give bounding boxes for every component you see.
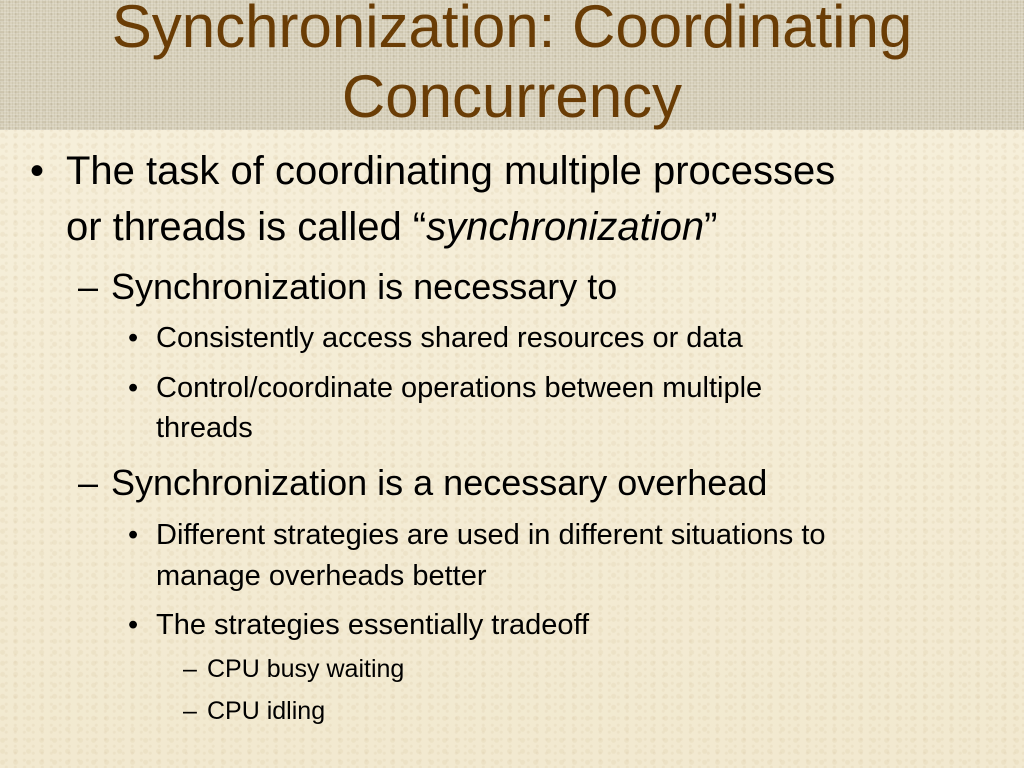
item-marker: • bbox=[128, 609, 139, 641]
subitem-text: CPU idling bbox=[207, 697, 326, 725]
item-text-line-1: Control/coordinate operations between multiple bbox=[156, 372, 763, 404]
bullet-text-emphasis: synchronization bbox=[426, 205, 705, 249]
item-text: Consistently access shared resources or data bbox=[156, 322, 743, 354]
bullet-text-suffix: ” bbox=[704, 205, 718, 249]
subitem-marker: – bbox=[183, 655, 197, 683]
slide-title-line-2: Concurrency bbox=[341, 63, 683, 130]
bullet-text-prefix: or threads is called “ bbox=[66, 205, 427, 249]
subbullet-marker: – bbox=[78, 266, 99, 307]
bullet-text-line-2 bbox=[66, 199, 717, 255]
bullet-marker: • bbox=[30, 149, 45, 193]
subbullet-text: Synchronization is a necessary overhead bbox=[111, 462, 768, 503]
subbullet-marker: – bbox=[78, 462, 99, 503]
item-text-line-2: manage overheads better bbox=[156, 560, 487, 592]
item-text-line-2: threads bbox=[156, 412, 253, 444]
bullet-text-line-1: The task of coordinating multiple processes bbox=[66, 149, 836, 193]
item-text-line-1: Different strategies are used in different situations to bbox=[156, 519, 826, 551]
item-text: The strategies essentially tradeoff bbox=[156, 609, 590, 641]
item-marker: • bbox=[128, 372, 139, 404]
item-marker: • bbox=[128, 519, 139, 551]
slide-title-line-1: Synchronization: Coordinating bbox=[111, 0, 913, 60]
subbullet-text: Synchronization is necessary to bbox=[111, 266, 618, 307]
subitem-text: CPU busy waiting bbox=[207, 655, 405, 683]
item-marker: • bbox=[128, 322, 139, 354]
subitem-marker: – bbox=[183, 697, 197, 725]
